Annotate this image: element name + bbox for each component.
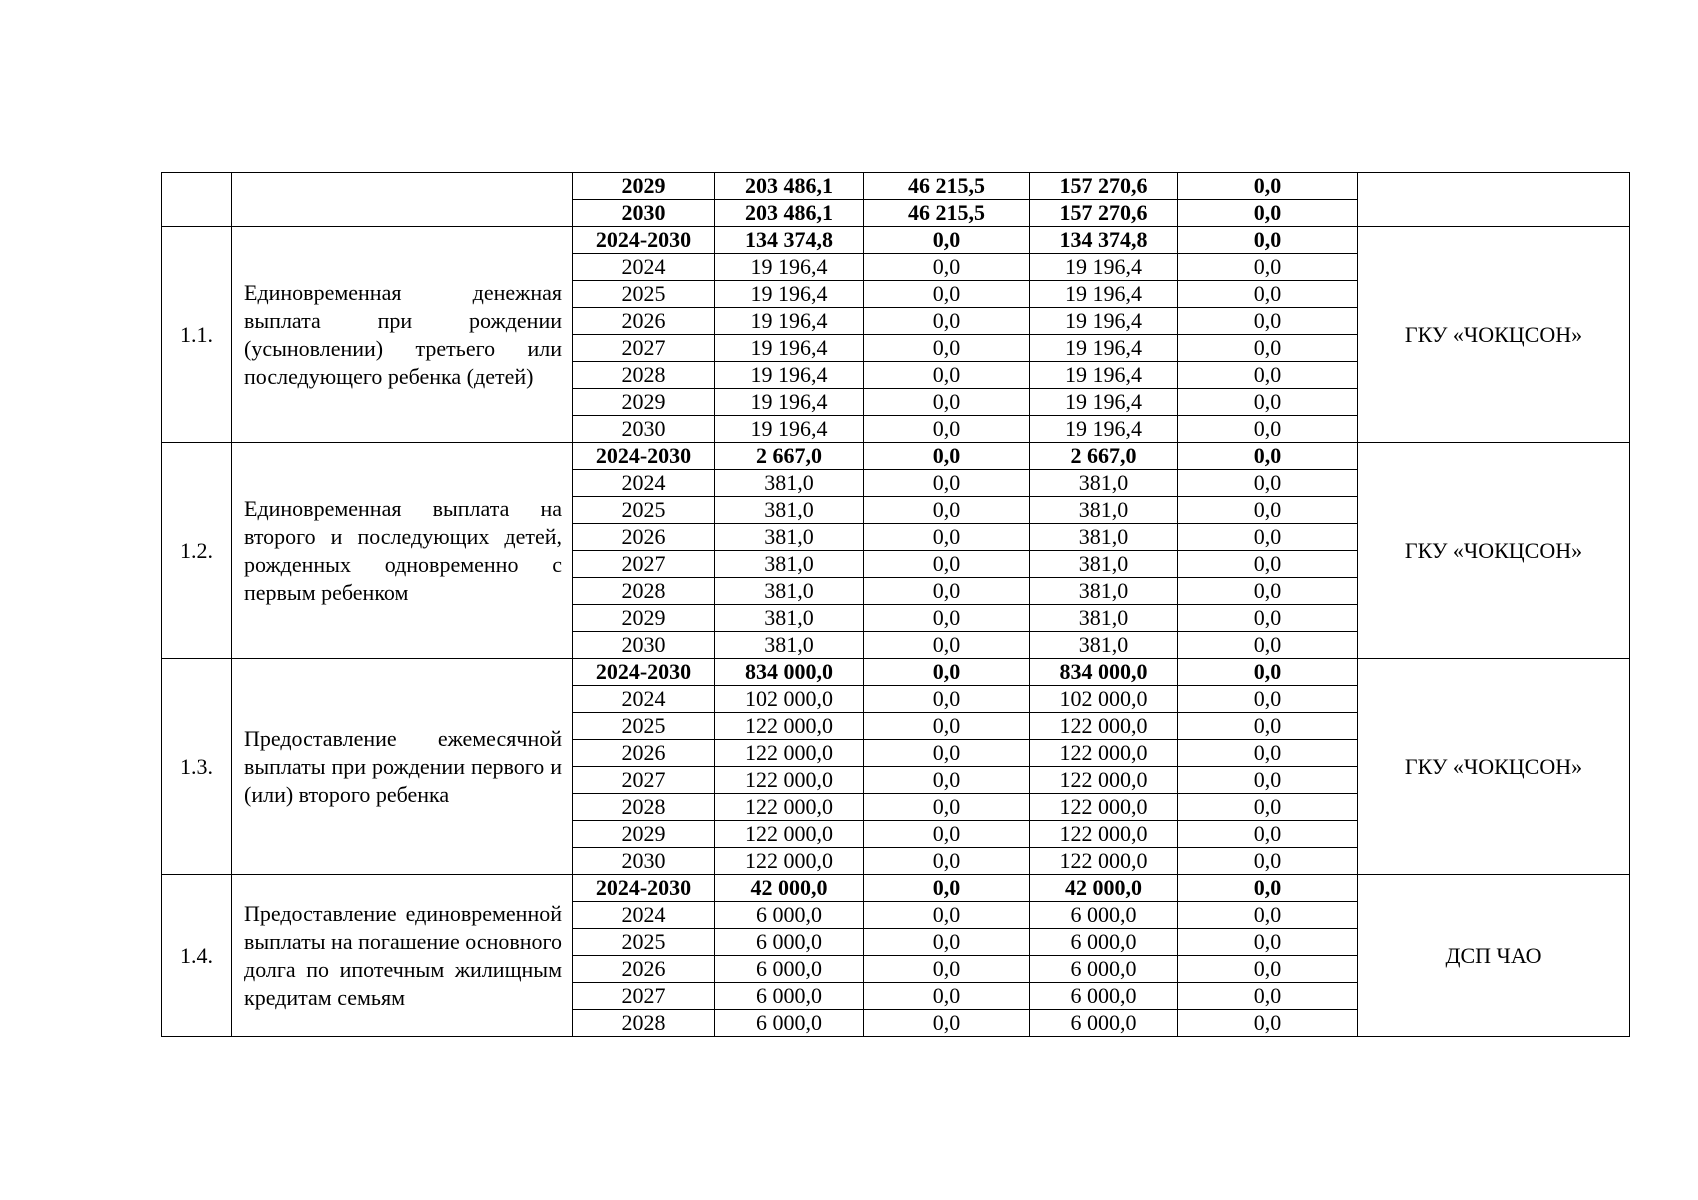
year-cell: 2024-2030 [573, 227, 715, 254]
table-row [162, 875, 1630, 902]
total-cell: 122 000,0 [715, 794, 864, 821]
other-sources-cell: 0,0 [1178, 848, 1358, 875]
year-cell: 2028 [573, 362, 715, 389]
federal-budget-cell: 0,0 [864, 227, 1030, 254]
year-cell: 2024 [573, 254, 715, 281]
federal-budget-cell: 0,0 [864, 605, 1030, 632]
other-sources-cell: 0,0 [1178, 443, 1358, 470]
regional-budget-cell: 122 000,0 [1030, 848, 1178, 875]
total-cell: 122 000,0 [715, 713, 864, 740]
total-cell: 381,0 [715, 497, 864, 524]
year-cell: 2030 [573, 848, 715, 875]
item-number-cell [162, 173, 232, 227]
year-cell: 2028 [573, 794, 715, 821]
regional-budget-cell: 122 000,0 [1030, 821, 1178, 848]
federal-budget-cell: 0,0 [864, 821, 1030, 848]
regional-budget-cell: 157 270,6 [1030, 173, 1178, 200]
other-sources-cell: 0,0 [1178, 470, 1358, 497]
other-sources-cell: 0,0 [1178, 389, 1358, 416]
year-cell: 2024-2030 [573, 443, 715, 470]
federal-budget-cell: 0,0 [864, 308, 1030, 335]
total-cell: 19 196,4 [715, 389, 864, 416]
regional-budget-cell: 19 196,4 [1030, 389, 1178, 416]
other-sources-cell: 0,0 [1178, 632, 1358, 659]
regional-budget-cell: 6 000,0 [1030, 929, 1178, 956]
total-cell: 19 196,4 [715, 308, 864, 335]
other-sources-cell: 0,0 [1178, 686, 1358, 713]
federal-budget-cell: 0,0 [864, 362, 1030, 389]
total-cell: 834 000,0 [715, 659, 864, 686]
year-cell: 2029 [573, 173, 715, 200]
federal-budget-cell: 0,0 [864, 956, 1030, 983]
total-cell: 381,0 [715, 632, 864, 659]
other-sources-cell: 0,0 [1178, 416, 1358, 443]
year-cell: 2024 [573, 470, 715, 497]
regional-budget-cell: 381,0 [1030, 578, 1178, 605]
total-cell: 122 000,0 [715, 821, 864, 848]
year-cell: 2024-2030 [573, 875, 715, 902]
other-sources-cell: 0,0 [1178, 578, 1358, 605]
table-row [162, 227, 1630, 254]
total-cell: 203 486,1 [715, 200, 864, 227]
year-cell: 2024 [573, 902, 715, 929]
year-cell: 2027 [573, 335, 715, 362]
other-sources-cell: 0,0 [1178, 200, 1358, 227]
item-number-cell: 1.4. [162, 875, 232, 1037]
year-cell: 2029 [573, 605, 715, 632]
total-cell: 102 000,0 [715, 686, 864, 713]
regional-budget-cell: 6 000,0 [1030, 902, 1178, 929]
regional-budget-cell: 122 000,0 [1030, 794, 1178, 821]
federal-budget-cell: 0,0 [864, 1010, 1030, 1037]
total-cell: 6 000,0 [715, 983, 864, 1010]
regional-budget-cell: 2 667,0 [1030, 443, 1178, 470]
federal-budget-cell: 46 215,5 [864, 200, 1030, 227]
total-cell: 6 000,0 [715, 1010, 864, 1037]
regional-budget-cell: 19 196,4 [1030, 281, 1178, 308]
other-sources-cell: 0,0 [1178, 659, 1358, 686]
regional-budget-cell: 6 000,0 [1030, 1010, 1178, 1037]
item-description-cell: Единовременная денежная выплата при рождении (усыновлении) третьего или последующего ребенка (детей) [232, 227, 573, 443]
other-sources-cell: 0,0 [1178, 767, 1358, 794]
regional-budget-cell: 42 000,0 [1030, 875, 1178, 902]
other-sources-cell: 0,0 [1178, 929, 1358, 956]
total-cell: 381,0 [715, 551, 864, 578]
regional-budget-cell: 381,0 [1030, 497, 1178, 524]
executor-cell: ГКУ «ЧОКЦСОН» [1358, 443, 1630, 659]
year-cell: 2025 [573, 929, 715, 956]
other-sources-cell: 0,0 [1178, 740, 1358, 767]
regional-budget-cell: 157 270,6 [1030, 200, 1178, 227]
total-cell: 122 000,0 [715, 848, 864, 875]
total-cell: 19 196,4 [715, 281, 864, 308]
other-sources-cell: 0,0 [1178, 983, 1358, 1010]
federal-budget-cell: 0,0 [864, 929, 1030, 956]
other-sources-cell: 0,0 [1178, 524, 1358, 551]
year-cell: 2028 [573, 578, 715, 605]
federal-budget-cell: 0,0 [864, 254, 1030, 281]
total-cell: 122 000,0 [715, 740, 864, 767]
other-sources-cell: 0,0 [1178, 254, 1358, 281]
federal-budget-cell: 0,0 [864, 875, 1030, 902]
item-number-cell: 1.1. [162, 227, 232, 443]
regional-budget-cell: 19 196,4 [1030, 362, 1178, 389]
other-sources-cell: 0,0 [1178, 794, 1358, 821]
other-sources-cell: 0,0 [1178, 902, 1358, 929]
year-cell: 2028 [573, 1010, 715, 1037]
total-cell: 381,0 [715, 524, 864, 551]
total-cell: 122 000,0 [715, 767, 864, 794]
regional-budget-cell: 122 000,0 [1030, 713, 1178, 740]
item-number-cell: 1.2. [162, 443, 232, 659]
total-cell: 381,0 [715, 578, 864, 605]
other-sources-cell: 0,0 [1178, 173, 1358, 200]
total-cell: 42 000,0 [715, 875, 864, 902]
executor-cell: ГКУ «ЧОКЦСОН» [1358, 659, 1630, 875]
executor-cell: ГКУ «ЧОКЦСОН» [1358, 227, 1630, 443]
other-sources-cell: 0,0 [1178, 362, 1358, 389]
year-cell: 2026 [573, 956, 715, 983]
funding-table [161, 172, 1630, 1037]
regional-budget-cell: 122 000,0 [1030, 767, 1178, 794]
federal-budget-cell: 0,0 [864, 578, 1030, 605]
item-description-cell: Предоставление ежемесячной выплаты при рождении первого и (или) второго ребенка [232, 659, 573, 875]
year-cell: 2025 [573, 713, 715, 740]
other-sources-cell: 0,0 [1178, 281, 1358, 308]
other-sources-cell: 0,0 [1178, 821, 1358, 848]
other-sources-cell: 0,0 [1178, 308, 1358, 335]
total-cell: 2 667,0 [715, 443, 864, 470]
federal-budget-cell: 0,0 [864, 740, 1030, 767]
other-sources-cell: 0,0 [1178, 551, 1358, 578]
regional-budget-cell: 381,0 [1030, 632, 1178, 659]
federal-budget-cell: 0,0 [864, 848, 1030, 875]
year-cell: 2027 [573, 551, 715, 578]
year-cell: 2025 [573, 281, 715, 308]
year-cell: 2030 [573, 416, 715, 443]
federal-budget-cell: 0,0 [864, 983, 1030, 1010]
regional-budget-cell: 122 000,0 [1030, 740, 1178, 767]
table-row [162, 173, 1630, 200]
total-cell: 19 196,4 [715, 362, 864, 389]
federal-budget-cell: 0,0 [864, 551, 1030, 578]
executor-cell: ДСП ЧАО [1358, 875, 1630, 1037]
federal-budget-cell: 0,0 [864, 389, 1030, 416]
other-sources-cell: 0,0 [1178, 956, 1358, 983]
other-sources-cell: 0,0 [1178, 335, 1358, 362]
federal-budget-cell: 0,0 [864, 794, 1030, 821]
total-cell: 6 000,0 [715, 956, 864, 983]
federal-budget-cell: 0,0 [864, 470, 1030, 497]
regional-budget-cell: 19 196,4 [1030, 308, 1178, 335]
year-cell: 2024-2030 [573, 659, 715, 686]
year-cell: 2026 [573, 524, 715, 551]
other-sources-cell: 0,0 [1178, 497, 1358, 524]
regional-budget-cell: 381,0 [1030, 551, 1178, 578]
year-cell: 2027 [573, 983, 715, 1010]
other-sources-cell: 0,0 [1178, 1010, 1358, 1037]
year-cell: 2025 [573, 497, 715, 524]
federal-budget-cell: 0,0 [864, 686, 1030, 713]
regional-budget-cell: 134 374,8 [1030, 227, 1178, 254]
total-cell: 134 374,8 [715, 227, 864, 254]
federal-budget-cell: 0,0 [864, 659, 1030, 686]
year-cell: 2026 [573, 308, 715, 335]
other-sources-cell: 0,0 [1178, 713, 1358, 740]
other-sources-cell: 0,0 [1178, 227, 1358, 254]
year-cell: 2030 [573, 200, 715, 227]
regional-budget-cell: 381,0 [1030, 524, 1178, 551]
year-cell: 2029 [573, 821, 715, 848]
regional-budget-cell: 19 196,4 [1030, 254, 1178, 281]
total-cell: 381,0 [715, 470, 864, 497]
table-row [162, 443, 1630, 470]
item-description-cell: Единовременная выплата на второго и последующих детей, рожденных одновременно с первым ребенком [232, 443, 573, 659]
federal-budget-cell: 0,0 [864, 497, 1030, 524]
federal-budget-cell: 0,0 [864, 713, 1030, 740]
federal-budget-cell: 0,0 [864, 524, 1030, 551]
other-sources-cell: 0,0 [1178, 875, 1358, 902]
year-cell: 2029 [573, 389, 715, 416]
other-sources-cell: 0,0 [1178, 605, 1358, 632]
federal-budget-cell: 0,0 [864, 767, 1030, 794]
item-number-cell: 1.3. [162, 659, 232, 875]
total-cell: 381,0 [715, 605, 864, 632]
year-cell: 2027 [573, 767, 715, 794]
regional-budget-cell: 6 000,0 [1030, 983, 1178, 1010]
federal-budget-cell: 0,0 [864, 632, 1030, 659]
total-cell: 19 196,4 [715, 416, 864, 443]
total-cell: 6 000,0 [715, 929, 864, 956]
federal-budget-cell: 0,0 [864, 443, 1030, 470]
total-cell: 19 196,4 [715, 254, 864, 281]
regional-budget-cell: 102 000,0 [1030, 686, 1178, 713]
regional-budget-cell: 381,0 [1030, 605, 1178, 632]
total-cell: 19 196,4 [715, 335, 864, 362]
table-row [162, 659, 1630, 686]
total-cell: 203 486,1 [715, 173, 864, 200]
regional-budget-cell: 19 196,4 [1030, 416, 1178, 443]
total-cell: 6 000,0 [715, 902, 864, 929]
regional-budget-cell: 834 000,0 [1030, 659, 1178, 686]
year-cell: 2024 [573, 686, 715, 713]
federal-budget-cell: 0,0 [864, 416, 1030, 443]
federal-budget-cell: 0,0 [864, 281, 1030, 308]
year-cell: 2030 [573, 632, 715, 659]
regional-budget-cell: 19 196,4 [1030, 335, 1178, 362]
federal-budget-cell: 0,0 [864, 335, 1030, 362]
regional-budget-cell: 6 000,0 [1030, 956, 1178, 983]
year-cell: 2026 [573, 740, 715, 767]
regional-budget-cell: 381,0 [1030, 470, 1178, 497]
federal-budget-cell: 46 215,5 [864, 173, 1030, 200]
item-description-cell: Предоставление единовременной выплаты на погашение основного долга по ипотечным жилищным кредитам семьям [232, 875, 573, 1037]
item-description-cell [232, 173, 573, 227]
federal-budget-cell: 0,0 [864, 902, 1030, 929]
executor-cell [1358, 173, 1630, 227]
